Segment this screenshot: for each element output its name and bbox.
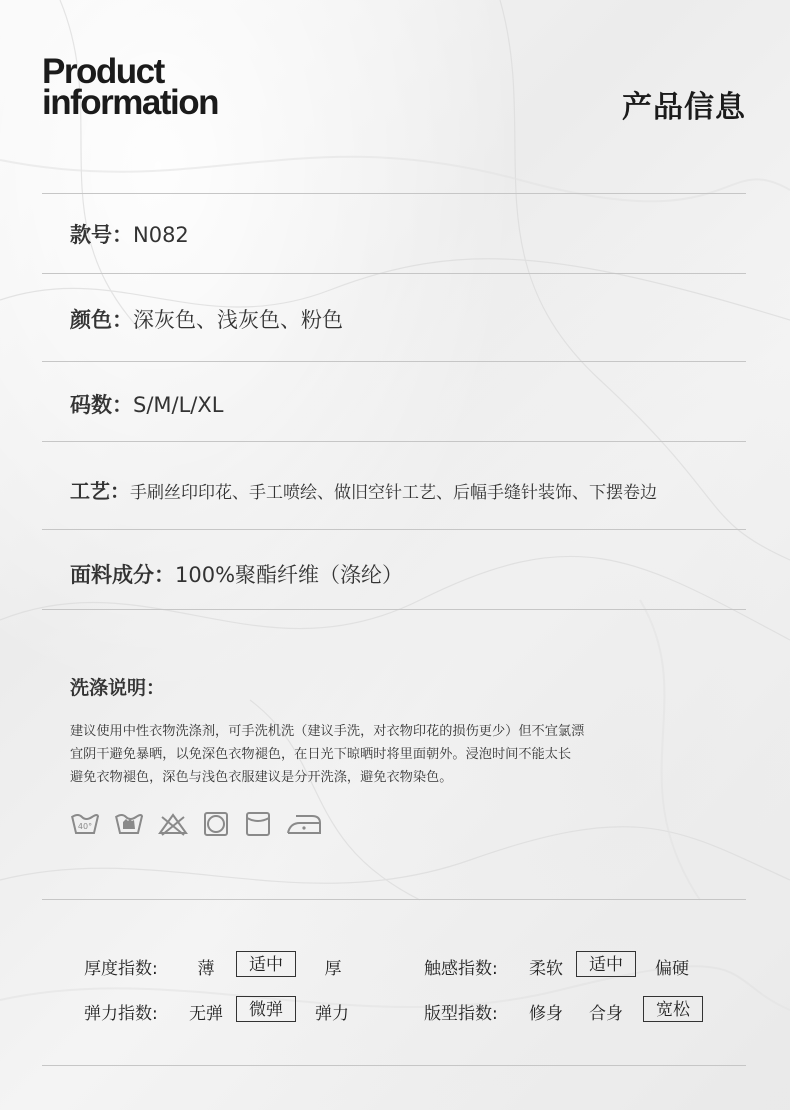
wash-instructions (70, 720, 720, 789)
spec-value: N082 (133, 223, 189, 247)
divider (42, 1065, 746, 1066)
divider (42, 899, 746, 900)
spec-value: 手刷丝印印花、手工喷绘、做旧空针工艺、后幅手缝针装饰、下摆卷边 (130, 483, 657, 503)
thickness-label: 厚度指数: (84, 959, 158, 979)
wash-title: 洗涤说明： (70, 677, 166, 699)
page-title: 产品信息 (622, 90, 746, 125)
divider (42, 609, 746, 610)
fit-label: 版型指数: (424, 1004, 498, 1024)
spec-craft (70, 475, 657, 504)
iron-icon (286, 811, 322, 837)
care-icons (70, 811, 322, 837)
tumble-dry-icon (202, 811, 230, 837)
brand-line-2: information (42, 83, 218, 122)
spec-fabric (70, 559, 403, 589)
feel-option-medium-selected: 适中 (576, 951, 636, 977)
feel-option-hard: 偏硬 (655, 959, 689, 979)
brand-line-1: Product (42, 52, 164, 91)
svg-text:40°: 40° (77, 822, 93, 831)
elasticity-option-none: 无弹 (189, 1004, 223, 1024)
spec-colors (70, 304, 343, 334)
divider (42, 361, 746, 362)
elasticity-option-slight-selected: 微弹 (236, 996, 296, 1022)
spec-value: S/M/L/XL (133, 393, 224, 417)
fit-option-loose-selected: 宽松 (643, 996, 703, 1022)
fit-option-regular: 合身 (589, 1004, 623, 1024)
divider (42, 441, 746, 442)
spec-label: 颜色： (70, 308, 133, 332)
spec-label: 码数： (70, 393, 133, 417)
thickness-option-thick: 厚 (324, 959, 342, 979)
spec-label: 工艺： (70, 479, 130, 503)
feel-option-soft: 柔软 (529, 959, 563, 979)
brand-heading (42, 52, 218, 122)
spec-sizes (70, 389, 223, 419)
hand-wash-icon (114, 811, 144, 837)
spec-style-number (70, 219, 189, 249)
divider (42, 193, 746, 194)
spec-value: 深灰色、浅灰色、粉色 (133, 308, 343, 332)
spec-label: 面料成分： (70, 563, 175, 587)
fit-option-slim: 修身 (529, 1004, 563, 1024)
wash-40-icon (70, 811, 100, 837)
elasticity-option-stretch: 弹力 (315, 1004, 349, 1024)
divider (42, 273, 746, 274)
thickness-option-medium-selected: 适中 (236, 951, 296, 977)
feel-label: 触感指数: (424, 959, 498, 979)
hang-dry-icon (244, 811, 272, 837)
wash-line: 宜阴干避免暴晒，以免深色衣物褪色，在日光下晾晒时将里面朝外。浸泡时间不能太长 (70, 747, 572, 762)
spec-value: 100%聚酯纤维（涤纶） (175, 563, 404, 587)
spec-label: 款号： (70, 223, 133, 247)
wash-line: 建议使用中性衣物洗涤剂，可手洗机洗（建议手洗，对衣物印花的损伤更少）但不宜氯漂 (70, 724, 585, 739)
no-bleach-icon (158, 811, 188, 837)
divider (42, 529, 746, 530)
elasticity-label: 弹力指数: (84, 1004, 158, 1024)
wash-line: 避免衣物褪色，深色与浅色衣服建议是分开洗涤，避免衣物染色。 (70, 770, 453, 785)
thickness-option-thin: 薄 (197, 959, 215, 979)
